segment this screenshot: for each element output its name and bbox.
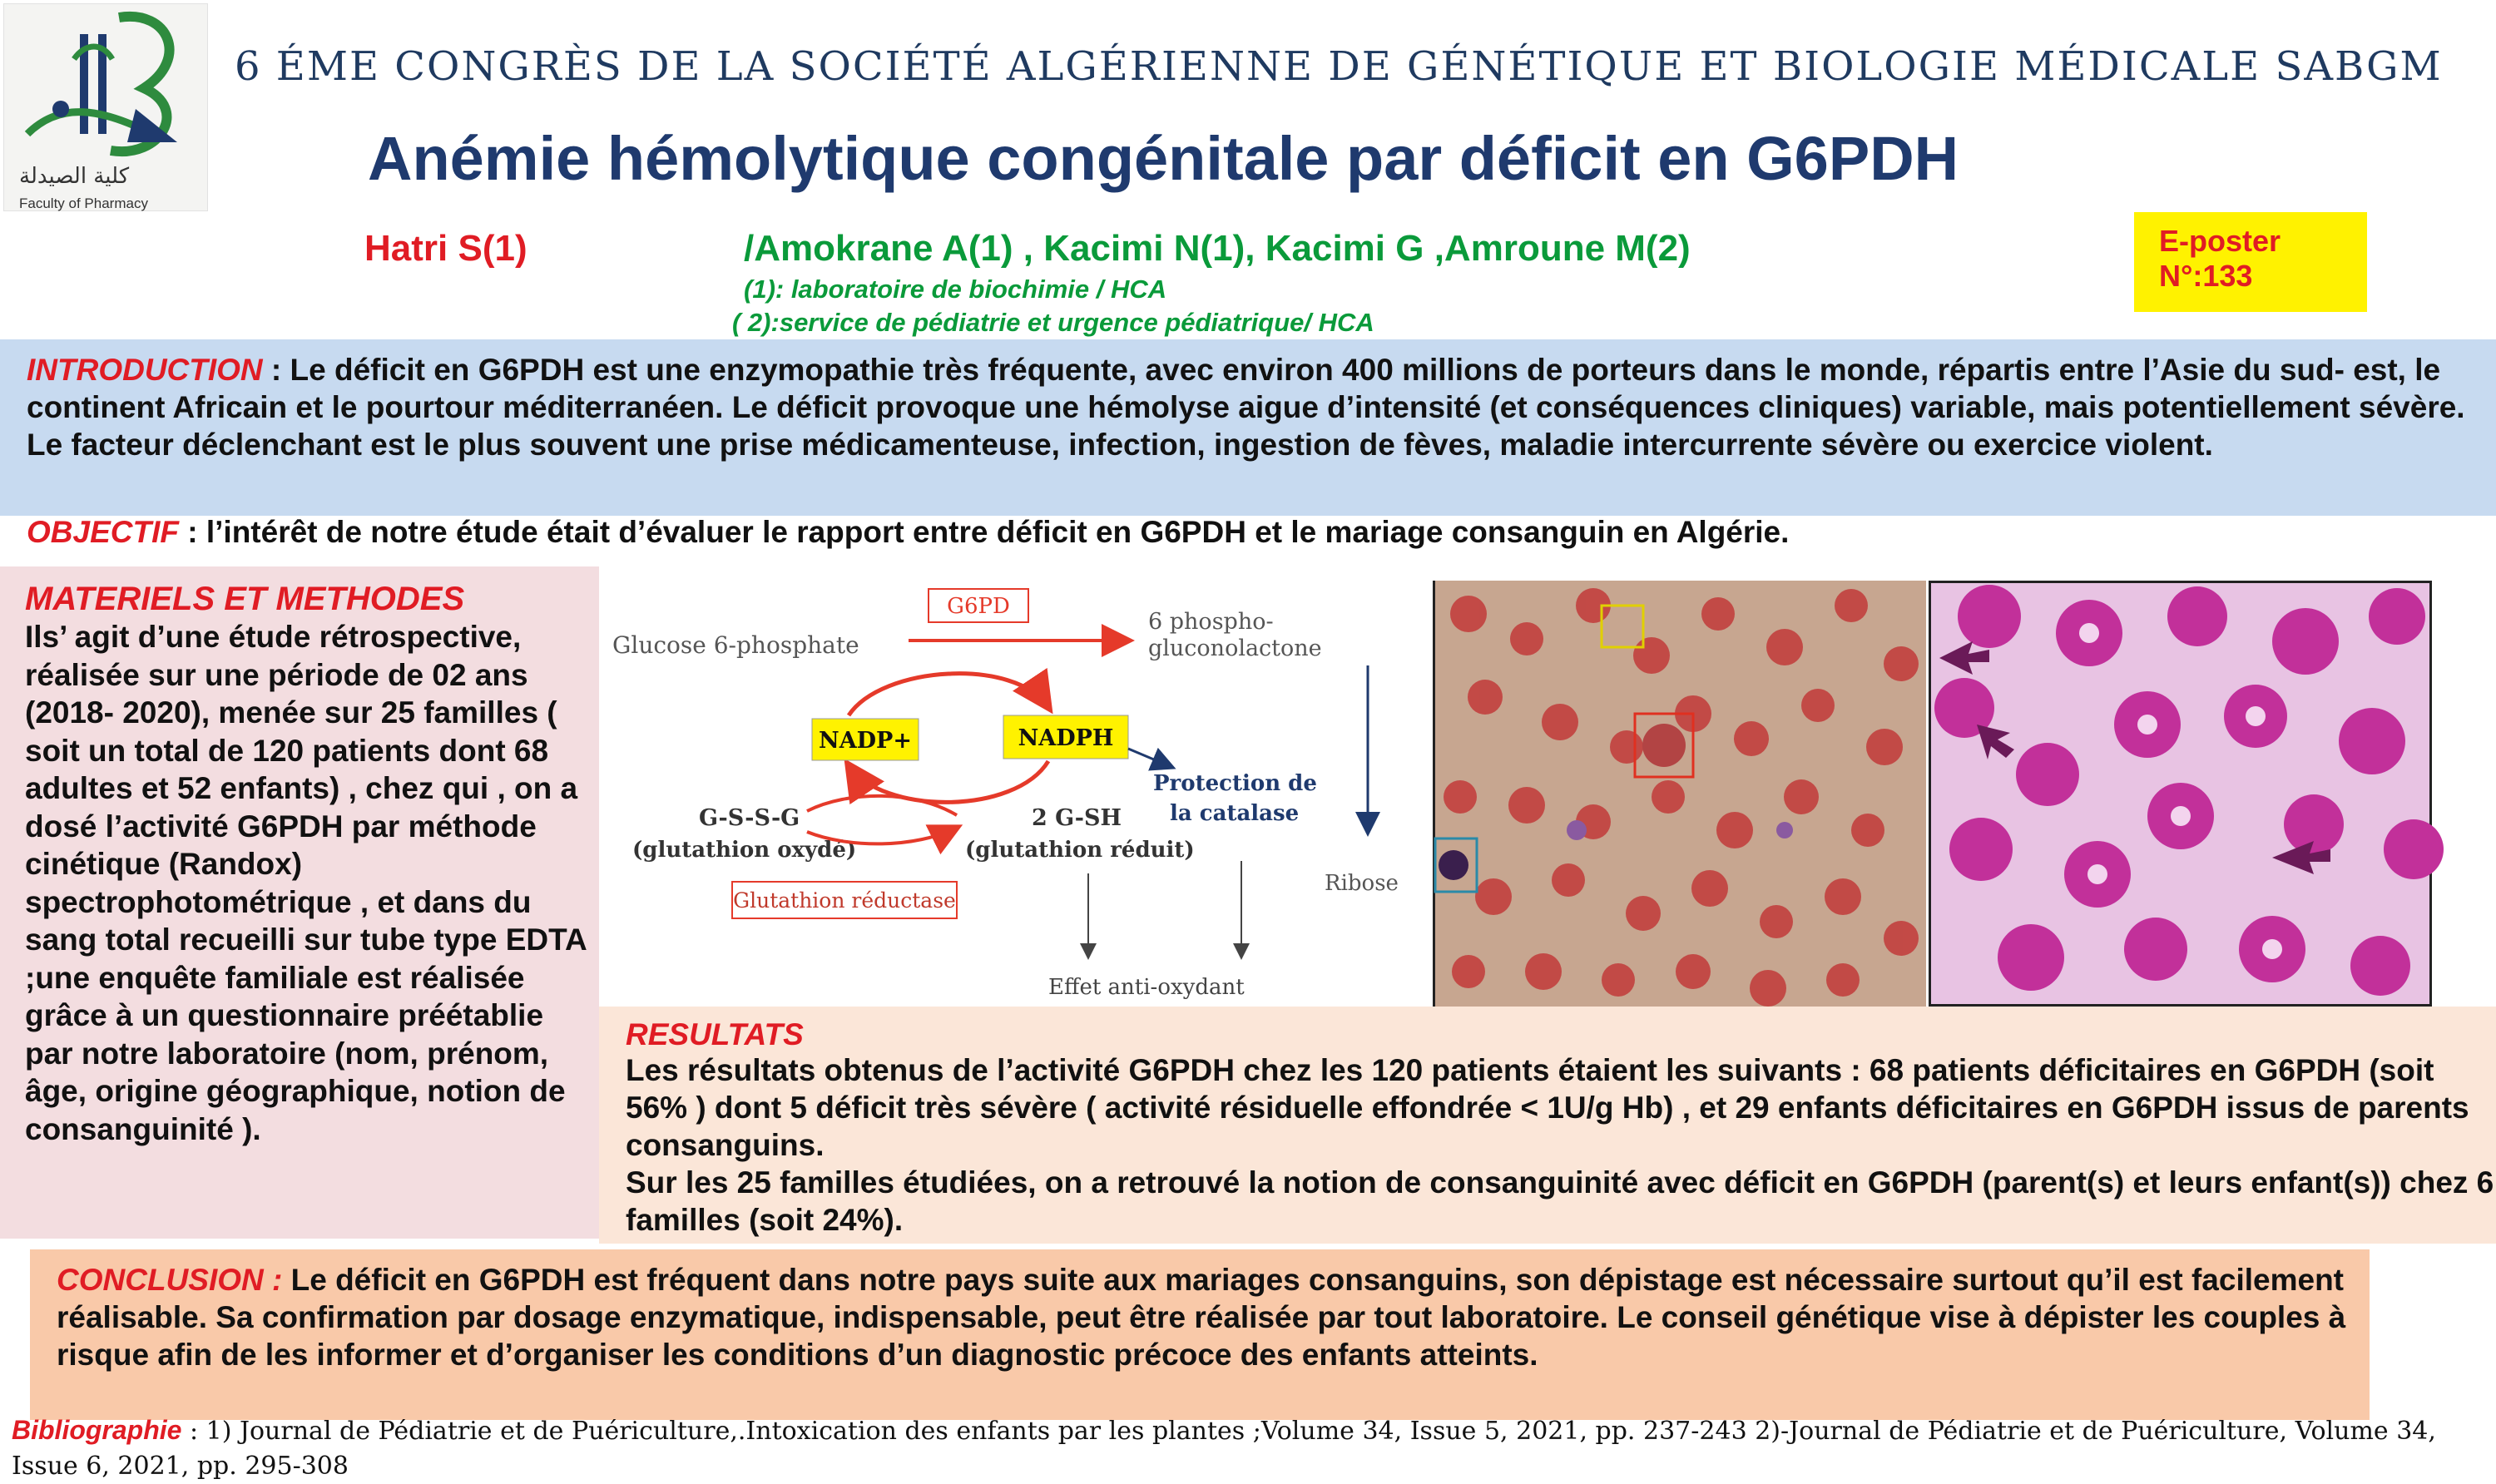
logo-arabic-text: كلية الصيدلة [19,164,130,189]
gsh-label: 2 G-SH [1032,805,1122,831]
resultats-label: RESULTATS [626,1017,804,1051]
resultats-paragraph-1: Les résultats obtenus de l’activité G6PDH chez les 120 patients étaient les suivants : 68 patients déficitaires en G6PDH (soit 56% ) dont 5 déficit très sévère ( activité résiduelle effondrée < 1U/g Hb) , et 29 enfants déficitaires en G6PDH issus de parents consanguins. [626,1053,2469,1162]
bibliographie-label: Bibliographie [12,1415,182,1445]
ribose-label: Ribose [1325,871,1399,896]
resultats-section [599,1007,2496,1244]
introduction-section [0,339,2496,516]
conclusion-section [30,1249,2370,1420]
phospho-label-1: 6 phospho- [1148,609,1274,635]
introduction-text: : Le déficit en G6PDH est une enzymopathie très fréquente, avec environ 400 millions de porteurs dans le monde, répartis entre l’Asie du sud- est, le continent Africain et le pourtour méditerranéen. Le déficit provoque une hémolyse aigue d’intensité (et conséquences cliniques) variable, mais potentiellement sévère. Le facteur déclenchant est le plus souvent une prise médicamenteuse, infection, ingestion de fèves, maladie intercurrente sévère ou exercice violent. [27,353,2465,462]
bibliographie-text: : 1) Journal de Pédiatrie et de Puériculture,.Intoxication des enfants par les plantes ;Volume 34, Issue 5, 2021, pp. 237-243 2)-Journal de Pédiatrie et de Puériculture, Volume 34, Issue 6, 2021, pp. 295-308 [12,1417,2436,1481]
gssg-arrow [807,796,957,815]
faculty-logo [3,3,208,211]
resultats-text [626,1051,2496,1239]
glucose6p-label: Glucose 6-phosphate [612,631,859,659]
congress-title: 6 ÉME CONGRÈS DE LA SOCIÉTÉ ALGÉRIENNE DE GÉNÉTIQUE ET BIOLOGIE MÉDICALE SABGM [235,43,2443,90]
co-authors: /Amokrane A(1) , Kacimi N(1), Kacimi G ,Amroune M(2) [744,228,1691,269]
objectif-label: OBJECTIF [27,515,179,549]
phospho-label-2: gluconolactone [1148,636,1322,661]
poster-title: Anémie hémolytique congénitale par déficit en G6PDH [368,124,1959,193]
reductase-label: Glutathion réductase [733,888,956,913]
materiels-text: Ils’ agit d’une étude rétrospective, réalisée sur une période de 02 ans (2018- 2020), menée sur 25 familles ( soit un total de 120 patients dont 68 adultes et 52 enfants) , chez qui , on a dosé l’activité G6PDH par méthode cinétique (Randox) spectrophotométrique , et dans du sang total recueilli sur tube type EDTA ;une enquête familiale est réalisée grâce à un questionnaire préétablie par notre laboratoire (nom, prénom, âge, origine géographique, notion de consanguinité ). [25,620,587,1146]
antioxydant-label: Effet anti-oxydant [1048,975,1245,1000]
gssg-label: G-S-S-G [699,805,800,831]
logo-english-text: Faculty of Pharmacy [19,195,148,211]
blood-smear-image-2 [1929,581,2432,1007]
protection-label-2: la catalase [1170,801,1300,826]
g6pd-label: G6PD [947,594,1010,619]
main-author: Hatri S(1) [364,228,527,269]
gsh-sub-label: (glutathion réduit) [965,838,1195,863]
affiliation-1: (1): laboratoire de biochimie / HCA [744,275,1167,304]
eposter-label: E-poster [2159,224,2281,258]
materiels-section [0,566,599,1239]
resultats-paragraph-2: Sur les 25 familles étudiées, on a retrouvé la notion de consanguinité avec déficit en G6PDH (parent(s) et leurs enfant(s)) chez 6 familles (soit 24%). [626,1165,2494,1237]
g6pd-pathway-diagram [599,574,1423,1007]
blood-smear-image-1 [1433,581,1924,1007]
eposter-badge [2134,212,2367,312]
nadp-label: NADP+ [819,728,912,754]
affiliation-2: ( 2):service de pédiatrie et urgence pédiatrique/ HCA [732,308,1374,337]
conclusion-text: Le déficit en G6PDH est fréquent dans notre pays suite aux mariages consanguins, son dépistage est nécessaire surtout qu’il est facilement réalisable. Sa confirmation par dosage enzymatique, indispensable, peut être réalisée par tout laboratoire. Le conseil génétique vise à dépister les couples à risque afin de les informer et d’organiser les conditions d’un diagnostic précoce des enfants atteints. [57,1263,2346,1372]
nadph-label: NADPH [1018,725,1114,751]
objectif-text: : l’intérêt de notre étude était d’évaluer le rapport entre déficit en G6PDH et le mariage consanguin en Algérie. [178,515,1790,549]
objectif-section [27,513,2473,555]
protection-label-1: Protection de [1153,771,1317,796]
pharmacy-logo-icon [11,9,202,163]
materiels-label: MATERIELS ET METHODES [25,581,465,617]
bibliographie-section [12,1412,2474,1484]
gssg-sub-label: (glutathion oxydé) [632,838,857,863]
conclusion-label: CONCLUSION : [57,1263,283,1297]
eposter-number: N°:133 [2159,259,2253,293]
introduction-label: INTRODUCTION [27,353,263,387]
nadp-to-nadph-arrow [849,674,1048,715]
protection-arrow [1128,749,1171,767]
